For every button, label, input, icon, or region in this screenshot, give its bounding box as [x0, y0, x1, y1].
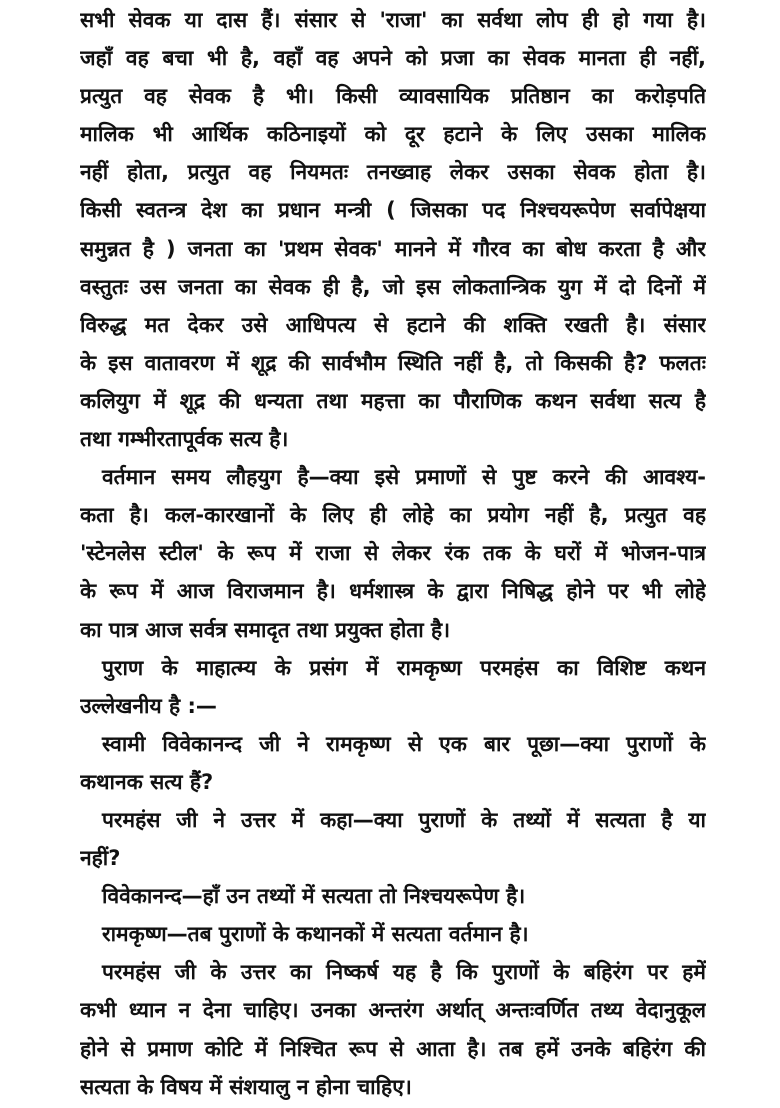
document-page	[80, 0, 706, 1106]
text-line: समुन्नत है ) जनता का 'प्रथम सेवक' मानने में गौरव का बोध करता है और	[80, 236, 706, 261]
paragraph-first-line: पुराण के माहात्म्य के प्रसंग में रामकृष्ण परमहंस का विशिष्ट कथन	[102, 655, 706, 680]
text-line: कथानक सत्य हैं?	[80, 769, 214, 794]
text-line: विरुद्ध मत देकर उसे आधिपत्य से हटाने की शक्ति रखती है। संसार	[80, 312, 706, 337]
paragraph-first-line: स्वामी विवेकानन्द जी ने रामकृष्ण से एक बार पूछा—क्या पुराणों के	[102, 731, 706, 756]
paragraph-first-line: परमहंस जी ने उत्तर में कहा—क्या पुराणों के तथ्यों में सत्यता है या	[102, 807, 706, 832]
paragraph-first-line: विवेकानन्द—हाँ उन तथ्यों में सत्यता तो निश्चयरूपेण है।	[102, 884, 526, 909]
text-line: सभी सेवक या दास हैं। संसार से 'राजा' का सर्वथा लोप ही हो गया है।	[80, 8, 706, 32]
text-line: कभी ध्यान न देना चाहिए। उनका अन्तरंग अर्थात् अन्तःवर्णित तथ्य वेदानुकूल	[80, 998, 706, 1023]
text-line: नहीं होता, प्रत्युत वह नियमतः तनख्वाह लेकर उसका सेवक होता है।	[80, 160, 706, 185]
text-line: का पात्र आज सर्वत्र समादृत तथा प्रयुक्त होता है।	[80, 617, 451, 642]
text-line: तथा गम्भीरतापूर्वक सत्य है।	[80, 427, 289, 452]
text-line: होने से प्रमाण कोटि में निश्चित रूप से आता है। तब हमें उनके बहिरंग की	[80, 1036, 706, 1061]
text-line: के इस वातावरण में शूद्र की सार्वभौम स्थिति नहीं है, तो किसकी है? फलतः	[80, 350, 706, 375]
text-line: वस्तुतः उस जनता का सेवक ही है, जो इस लोकतान्त्रिक युग में दो दिनों में	[80, 274, 706, 299]
paragraph-first-line: रामकृष्ण—तब पुराणों के कथानकों में सत्यता वर्तमान है।	[102, 922, 529, 947]
text-line: मालिक भी आर्थिक कठिनाइयों को दूर हटाने के लिए उसका मालिक	[80, 122, 706, 147]
text-line: जहाँ वह बचा भी है, वहाँ वह अपने को प्रजा का सेवक मानता ही नहीं,	[80, 46, 706, 71]
text-line: के रूप में आज विराजमान है। धर्मशास्त्र के द्वारा निषिद्ध होने पर भी लोहे	[80, 579, 706, 604]
text-line: उल्लेखनीय है :—	[80, 693, 217, 718]
text-line: 'स्टेनलेस स्टील' के रूप में राजा से लेकर रंक तक के घरों में भोजन-पात्र	[80, 541, 706, 566]
text-line: कता है। कल-कारखानों के लिए ही लोहे का प्रयोग नहीं है, प्रत्युत वह	[80, 503, 706, 528]
text-line: नहीं?	[80, 846, 121, 871]
paragraph-first-line: परमहंस जी के उत्तर का निष्कर्ष यह है कि पुराणों के बहिरंग पर हमें	[102, 960, 706, 985]
text-line: सत्यता के विषय में संशयालु न होना चाहिए।	[80, 1074, 412, 1099]
text-line: प्रत्युत वह सेवक है भी। किसी व्यावसायिक प्रतिष्ठान का करोड़पति	[80, 84, 706, 109]
text-line: किसी स्वतन्त्र देश का प्रधान मन्त्री ( जिसका पद निश्चयरूपेण सर्वापेक्षया	[80, 198, 706, 223]
paragraph-first-line: वर्तमान समय लौहयुग है—क्या इसे प्रमाणों से पुष्ट करने की आवश्य-	[102, 465, 706, 490]
text-line: कलियुग में शूद्र की धन्यता तथा महत्ता का पौराणिक कथन सर्वथा सत्य है	[80, 388, 706, 413]
